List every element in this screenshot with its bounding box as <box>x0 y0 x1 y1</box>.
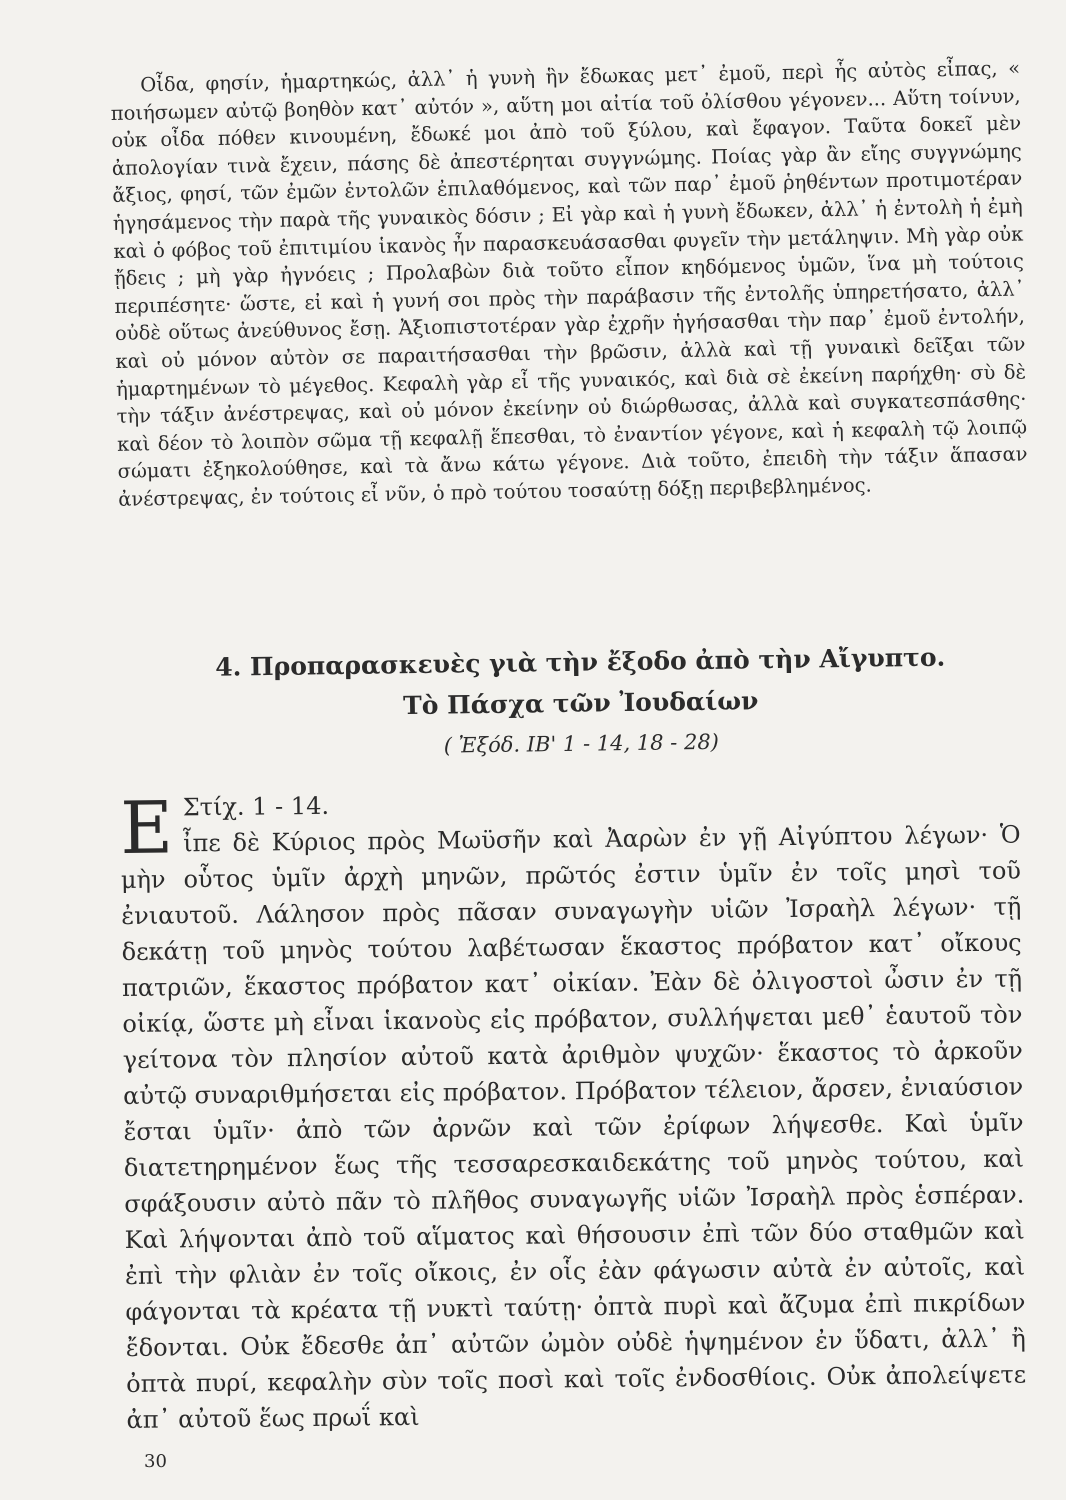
section-heading <box>200 639 962 766</box>
drop-cap: Ε <box>119 785 174 870</box>
scripture-text: ἶπε δὲ Κύριος πρὸς Μωϋσῆν καὶ Ἀαρὼν ἐν γῇ Αἰγύπτου λέγων· Ὁ μὴν οὗτος ὑμῖν ἀρχὴ μηνῶν, πρῶτός ἐστιν ὑμῖν ἐν τοῖς μησὶ τοῦ ἐνιαυτοῦ. Λάλησον πρὸς πᾶσαν συναγωγὴν υἱῶν Ἰσραὴλ λέγων· τῇ δεκάτῃ τοῦ μηνὸς τούτου λαβέτωσαν ἕκαστος πρόβατον κατ᾽ οἴκους πατριῶν, ἕκαστος πρόβατον κατ᾽ οἰκίαν. Ἐὰν δὲ ὀλιγοστοὶ ὦσιν ἐν τῇ οἰκίᾳ, ὥστε μὴ εἶναι ἱκανοὺς εἰς πρόβατον, συλλήψεται μεθ᾽ ἑαυτοῦ τὸν γείτονα τὸν πλησίον αὐτοῦ κατὰ ἀριθμὸν ψυχῶν· ἕκαστος τὸ ἀρκοῦν αὐτῷ συναριθμήσεται εἰς πρόβατον. Πρόβατον τέλειον, ἄρσεν, ἐνιαύσιον ἔσται ὑμῖν· ἀπὸ τῶν ἀρνῶν καὶ τῶν ἐρίφων λήψεσθε. Καὶ ὑμῖν διατετηρημένον ἕως τῆς τεσσαρεσκαιδεκάτης τοῦ μηνὸς τούτου, καὶ σφάξουσιν αὐτὸ πᾶν τὸ πλῆθος συναγωγῆς υἱῶν Ἰσραὴλ πρὸς ἑσπέραν. Καὶ λήψονται ἀπὸ τοῦ αἵματος καὶ θήσουσιν ἐπὶ τῶν δύο σταθμῶν καὶ ἐπὶ τὴν φλιὰν ἐν τοῖς οἴκοις, ἐν οἷς ἐὰν φάγωσιν αὐτὰ ἐν αὐτοῖς, καὶ φάγονται τὰ κρέατα τῇ νυκτὶ ταύτῃ· ὀπτὰ πυρὶ καὶ ἄζυμα ἐπὶ πικρίδων ἔδονται. Οὐκ ἔδεσθε ἀπ᾽ αὐτῶν ὠμὸν οὐδὲ ἡψημένον ἐν ὕδατι, ἀλλ᾽ ἢ ὀπτὰ πυρί, κεφαλὴν σὺν τοῖς ποσὶ καὶ τοῖς ἐνδοσθίοις. Οὐκ ἀπολείψετε ἀπ᾽ αὐτοῦ ἕως πρωΐ καὶ <box>120 820 1027 1434</box>
verse-label: Στίχ. 1 - 14. <box>182 791 330 822</box>
commentary-block <box>110 55 1028 514</box>
page-number: 30 <box>144 1451 167 1472</box>
section-title: 4. Προπαρασκευὲς γιὰ τὴν ἔξοδο ἀπὸ τὴν Αἴγυπτο. <box>214 642 946 682</box>
scripture-reference: ( Ἐξόδ. ΙΒ' 1 - 14, 18 - 28) <box>443 729 720 758</box>
section-subtitle: Τὸ Πάσχα τῶν Ἰουδαίων <box>402 686 759 721</box>
commentary-paragraph: Οἶδα, φησίν, ἡμαρτηκώς, ἀλλ᾽ ἡ γυνὴ ἣν ἔδωκας μετ᾽ ἐμοῦ, περὶ ἧς αὐτὸς εἶπας, « ποιήσωμεν αὐτῷ βοηθὸν κατ᾽ αὐτόν », αὕτη μοι αἰτία τοῦ ὀλίσθου γέγονεν... Αὕτη τοίνυν, οὐκ οἶδα πόθεν κινουμένη, ἔδωκέ μοι ἀπὸ τοῦ ξύλου, καὶ ἔφαγον. Ταῦτα δοκεῖ μὲν ἀπολογίαν τινὰ ἔχειν, πάσης δὲ ἀπεστέρηται συγγνώμης. Ποίας γὰρ ἂν εἴης συγγνώμης ἄξιος, φησί, τῶν ἐμῶν ἐντολῶν ἐπιλαθόμενος, καὶ τῶν παρ᾽ ἐμοῦ ῥηθέντων προτιμοτέραν ἡγησάμενος τὴν παρὰ τῆς γυναικὸς δόσιν ; Εἰ γὰρ καὶ ἡ γυνὴ ἔδωκεν, ἀλλ᾽ ἡ ἐντολὴ ἡ ἐμὴ καὶ ὁ φόβος τοῦ ἐπιτιμίου ἱκανὸς ἦν παρασκευάσασθαι φυγεῖν τὴν μετάληψιν. Μὴ γὰρ οὐκ ᾔδεις ; μὴ γὰρ ἠγνόεις ; Προλαβὼν διὰ τοῦτο εἶπον κηδόμενος ὑμῶν, ἵνα μὴ τούτοις περιπέσητε· ὥστε, εἰ καὶ ἡ γυνή σοι πρὸς τὴν παράβασιν τῆς ἐντολῆς ὑπηρετήσατο, ἀλλ᾽ οὐδὲ οὕτως ἀνεύθυνος ἔσῃ. Ἀξιοπιστοτέραν γὰρ ἐχρῆν ἡγήσασθαι τὴν παρ᾽ ἐμοῦ ἐντολήν, καὶ οὐ μόνον αὐτὸν σε παραιτήσασθαι τὴν βρῶσιν, ἀλλὰ καὶ τῇ γυναικὶ δεῖξαι τῶν ἡμαρτημένων τὸ μέγεθος. Κεφαλὴ γὰρ εἶ τῆς γυναικός, καὶ διὰ σὲ ἐκείνη παρήχθη· σὺ δὲ τὴν τάξιν ἀνέστρεψας, καὶ οὐ μόνον ἐκείνην οὐ διώρθωσας, ἀλλὰ καὶ συγκατεσπάσθης· καὶ δέον τὸ λοιπὸν σῶμα τῇ κεφαλῇ ἕπεσθαι, τὸ ἐναντίον γέγονε, καὶ ἡ κεφαλὴ τῷ λοιπῷ σώματι ἐξηκολούθησε, καὶ τὰ ἄνω κάτω γέγονε. Διὰ τοῦτο, ἐπειδὴ τὴν τάξιν ἅπασαν ἀνέστρεψας, ἐν τούτοις εἶ νῦν, ὁ πρὸ τούτου τοσαύτῃ δόξῃ περιβεβλημένος. <box>110 56 1028 511</box>
scripture-block <box>120 781 1027 1438</box>
